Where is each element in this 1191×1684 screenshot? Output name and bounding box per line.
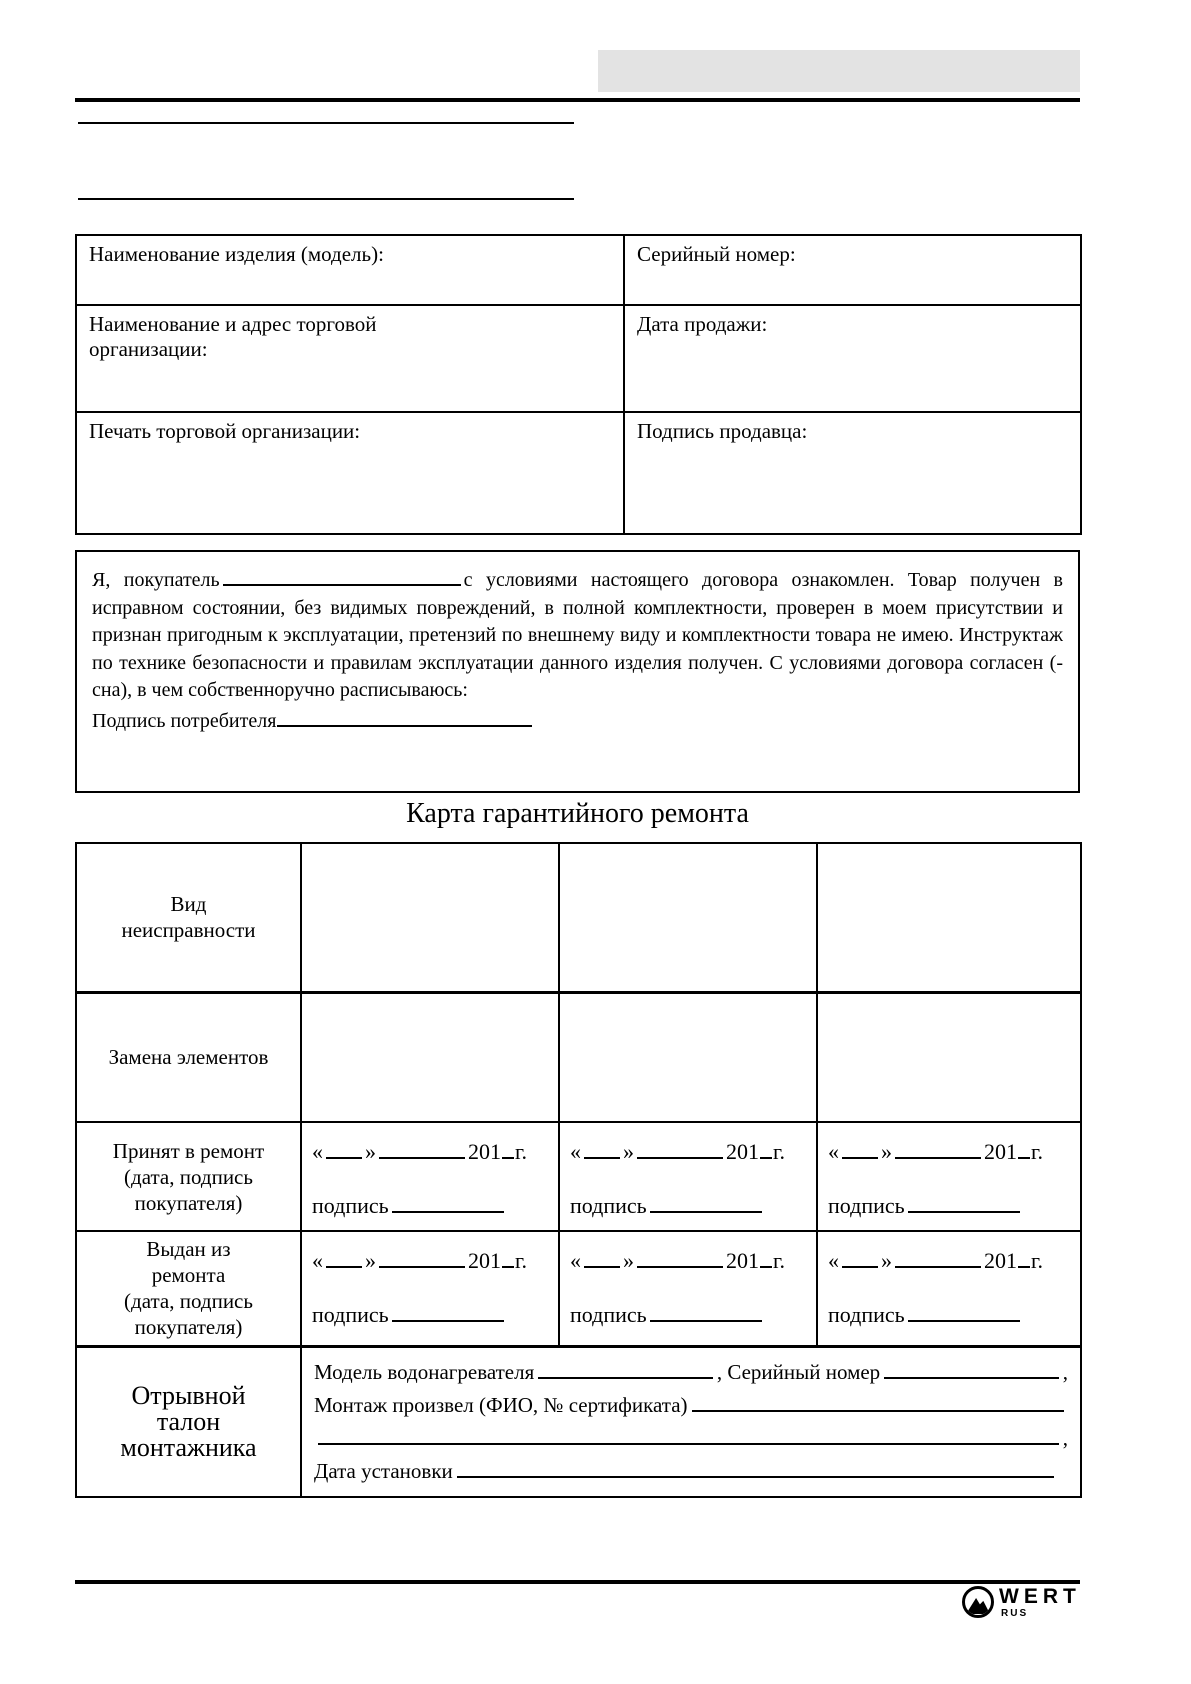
tear-off-content-cell bbox=[301, 1346, 1081, 1497]
accepted-date-cell-2 bbox=[559, 1122, 817, 1231]
repair-date-line: « » 201 г. bbox=[828, 1135, 1072, 1165]
repair-date-line: « » 201 г. bbox=[312, 1135, 550, 1165]
fault-type-line-1: Вид bbox=[170, 892, 207, 917]
sale-date-cell: Дата продажи: bbox=[624, 305, 1081, 412]
table-row bbox=[76, 843, 1081, 992]
installation-date-line: Дата установки bbox=[314, 1455, 1068, 1488]
repair-signature-line: подпись bbox=[312, 1189, 550, 1219]
table-row bbox=[76, 1122, 1081, 1231]
repair-signature-line: подпись bbox=[828, 1189, 1072, 1219]
repair-date-line: « » 201 г. bbox=[570, 1135, 808, 1165]
released-line-3: (дата, подпись bbox=[124, 1289, 253, 1314]
installer-name-line: Монтаж произвел (ФИО, № сертификата) bbox=[314, 1389, 1068, 1422]
agreement-body: с условиями настоящего договора ознакомлен. Товар получен в исправном состоянии, без видимых повреждений, в полной комплектности, проверен в моем присутствии и признан пригодным к эксплуатации, претензий по внешнему виду и комплектности товара не имею. Инструктаж по технике безопасности и правилам эксплуатации данного изделия получен. С условиями договора согласен (-сна), в чем собственноручно расписываюсь: bbox=[92, 569, 1064, 701]
model-blank bbox=[538, 1356, 713, 1379]
warranty-repair-table bbox=[75, 842, 1082, 1498]
parts-replaced-line-1: Замена элементов bbox=[108, 1045, 269, 1070]
seller-signature-cell: Подпись продавца: bbox=[624, 412, 1081, 534]
tear-off-label-line-2: талон bbox=[156, 1406, 221, 1436]
repair-date-line: « » 201 г. bbox=[312, 1244, 550, 1274]
seller-name-address-cell bbox=[76, 305, 624, 412]
consumer-agreement-box bbox=[75, 550, 1080, 793]
accepted-date-cell-3 bbox=[817, 1122, 1081, 1231]
released-date-cell-3 bbox=[817, 1231, 1081, 1346]
tear-off-label-line-1: Отрывной bbox=[131, 1380, 246, 1410]
fault-type-line-2: неисправности bbox=[121, 918, 256, 943]
seller-stamp-cell: Печать торговой организации: bbox=[76, 412, 624, 534]
accepted-label-cell bbox=[76, 1122, 301, 1231]
fault-type-label-cell bbox=[76, 843, 301, 992]
parts-replaced-entry-cell-1 bbox=[301, 992, 559, 1122]
released-label-cell bbox=[76, 1231, 301, 1346]
accepted-line-3: покупателя) bbox=[134, 1190, 243, 1215]
top-rule bbox=[75, 98, 1080, 102]
buyer-name-blank bbox=[223, 564, 461, 586]
accepted-date-cell-1 bbox=[301, 1122, 559, 1231]
fault-type-entry-cell-2 bbox=[559, 843, 817, 992]
installer-continuation-line: , bbox=[314, 1422, 1068, 1455]
serial-number-cell: Серийный номер: bbox=[624, 235, 1081, 305]
consumer-signature-label: Подпись потребителя bbox=[92, 709, 277, 732]
accepted-line-2: (дата, подпись bbox=[124, 1164, 253, 1189]
parts-replaced-label-cell bbox=[76, 992, 301, 1122]
repair-signature-line: подпись bbox=[828, 1298, 1072, 1328]
repair-date-line: « » 201 г. bbox=[828, 1244, 1072, 1274]
seller-name-line-1: Наименование и адрес торговой bbox=[89, 312, 377, 336]
installer-model-serial-line: Модель водонагревателя , Серийный номер , bbox=[314, 1356, 1068, 1389]
brand-name: WERT bbox=[999, 1585, 1081, 1608]
tear-off-label-line-3: монтажника bbox=[120, 1432, 257, 1462]
brand-logo-text bbox=[999, 1586, 1081, 1619]
blank-write-line-2 bbox=[78, 198, 574, 200]
blank-write-line-1 bbox=[78, 122, 574, 124]
repair-signature-line: подпись bbox=[570, 1298, 808, 1328]
repair-signature-line: подпись bbox=[570, 1189, 808, 1219]
released-line-4: покупателя) bbox=[134, 1315, 243, 1340]
agreement-text bbox=[92, 564, 1063, 705]
consumer-signature-line bbox=[92, 705, 1063, 736]
consumer-signature-blank bbox=[277, 705, 532, 727]
accepted-line-1: Принят в ремонт bbox=[112, 1138, 265, 1163]
fault-type-entry-cell-3 bbox=[817, 843, 1081, 992]
released-date-cell-1 bbox=[301, 1231, 559, 1346]
brand-logo bbox=[962, 1586, 1081, 1619]
mountain-icon bbox=[962, 1586, 994, 1618]
table-row bbox=[76, 992, 1081, 1122]
installation-date-blank bbox=[457, 1455, 1054, 1478]
installer-name-blank bbox=[692, 1389, 1064, 1412]
table-row bbox=[76, 1231, 1081, 1346]
brand-subname: RUS bbox=[1001, 1608, 1029, 1619]
continuation-blank bbox=[318, 1422, 1059, 1445]
tear-off-label-cell bbox=[76, 1346, 301, 1497]
bottom-rule bbox=[75, 1580, 1080, 1584]
header-gray-box bbox=[598, 50, 1080, 92]
released-line-2: ремонта bbox=[151, 1263, 226, 1288]
product-model-cell: Наименование изделия (модель): bbox=[76, 235, 624, 305]
agreement-intro: Я, покупатель bbox=[92, 569, 220, 591]
parts-replaced-entry-cell-3 bbox=[817, 992, 1081, 1122]
warranty-card-title: Карта гарантийного ремонта bbox=[406, 798, 749, 829]
serial-blank bbox=[884, 1356, 1059, 1379]
released-date-cell-2 bbox=[559, 1231, 817, 1346]
table-row bbox=[76, 412, 1081, 534]
seller-name-line-2: организации: bbox=[89, 337, 208, 361]
table-row bbox=[76, 235, 1081, 305]
repair-signature-line: подпись bbox=[312, 1298, 550, 1328]
parts-replaced-entry-cell-2 bbox=[559, 992, 817, 1122]
table-row bbox=[76, 1346, 1081, 1497]
fault-type-entry-cell-1 bbox=[301, 843, 559, 992]
purchase-info-table bbox=[75, 234, 1082, 535]
table-row bbox=[76, 305, 1081, 412]
repair-date-line: « » 201 г. bbox=[570, 1244, 808, 1274]
released-line-1: Выдан из bbox=[146, 1237, 231, 1262]
